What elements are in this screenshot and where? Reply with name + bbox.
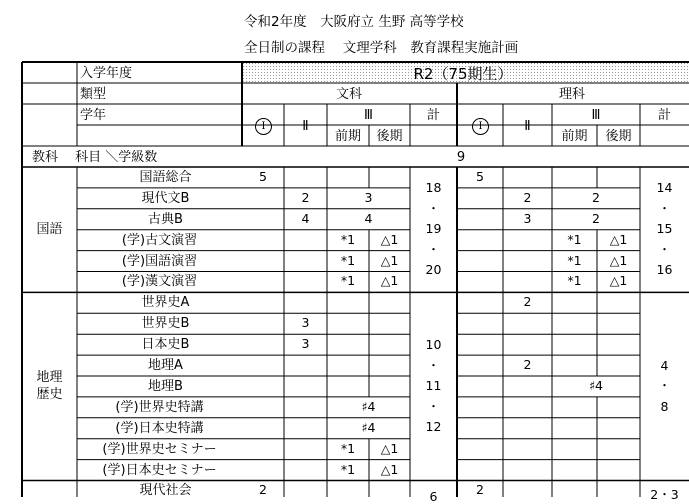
bunka-grade3-value: ♯4 bbox=[361, 419, 376, 435]
track-label: 類型 bbox=[80, 86, 107, 102]
rika-grade3-value: 2 bbox=[592, 210, 600, 226]
grade-label: 学年 bbox=[80, 107, 107, 123]
partial-bunka-total: 6 bbox=[429, 488, 438, 504]
subject-name: 世界史B bbox=[141, 316, 190, 332]
rika-grade2-value: 2 bbox=[523, 357, 532, 373]
chireki-rika-total: 4 ・ 8 bbox=[658, 357, 671, 414]
bunka-grade2-value: 2 bbox=[301, 189, 310, 205]
bunka-grade1-value: 2 bbox=[259, 482, 267, 498]
bunka-grade3-first-value: *1 bbox=[340, 461, 356, 477]
subject-class-header: 教科 科目 ＼学級数 bbox=[32, 149, 158, 165]
subject-name: (学)古文演習 bbox=[121, 232, 198, 248]
chireki-bunka-total: 10 ・ 11 ・ 12 bbox=[425, 337, 442, 435]
total-label: 計 bbox=[426, 107, 441, 123]
kokugo-bunka-total: 18 ・ 19 ・ 20 bbox=[425, 180, 442, 278]
rika-grade2-value: 2 bbox=[523, 189, 532, 205]
group-kokugo: 国語 bbox=[36, 222, 63, 238]
rika-grade3-second-value: △1 bbox=[609, 252, 628, 268]
subject-name: (学)日本史セミナー bbox=[102, 462, 217, 478]
rika-grade3-value: ♯4 bbox=[588, 377, 604, 393]
bunka-grade3-second-value: △1 bbox=[380, 231, 399, 247]
bunka-grade3-second-value: △1 bbox=[380, 440, 399, 456]
subject-name: 国語総合 bbox=[139, 169, 192, 185]
bunka-grade2-value: 4 bbox=[301, 210, 310, 226]
subject-name: 世界史A bbox=[141, 295, 190, 311]
grade-numeral-circled: Ⅰ bbox=[255, 118, 272, 135]
track-rika: 理科 bbox=[558, 86, 586, 102]
bunka-grade3-value: ♯4 bbox=[361, 398, 376, 414]
second-term-label: 後期 bbox=[376, 128, 403, 144]
first-term-label: 前期 bbox=[561, 128, 588, 144]
class-count: 9 bbox=[456, 149, 466, 165]
entry-year-value: R2（75期生） bbox=[413, 64, 513, 83]
bunka-grade3-second-value: △1 bbox=[380, 461, 399, 477]
rika-grade3-first-value: *1 bbox=[567, 252, 582, 268]
group-chireki: 地理 歴史 bbox=[36, 370, 63, 403]
partial-rika-total: 2・3 bbox=[650, 486, 679, 502]
grade-numeral-circled: Ⅰ bbox=[472, 118, 489, 135]
rika-grade3-second-value: △1 bbox=[609, 273, 628, 289]
subject-name: 地理A bbox=[148, 358, 183, 374]
bunka-grade2-value: 3 bbox=[301, 336, 310, 352]
rika-grade3-first-value: *1 bbox=[567, 273, 582, 289]
subject-name: 現代社会 bbox=[139, 483, 192, 499]
rika-grade3-second-value: △1 bbox=[609, 231, 628, 247]
bunka-grade3-first-value: *1 bbox=[340, 231, 356, 247]
rika-grade3-value: 2 bbox=[592, 189, 600, 205]
bunka-grade2-value: 3 bbox=[301, 315, 310, 331]
subject-name: 日本史B bbox=[141, 337, 190, 353]
bunka-grade3-second-value: △1 bbox=[380, 273, 399, 289]
bunka-grade3-second-value: △1 bbox=[380, 252, 399, 268]
rika-grade1-value: 2 bbox=[476, 482, 484, 498]
subject-name: (学)世界史特講 bbox=[115, 399, 204, 415]
bunka-grade1-value: 5 bbox=[259, 168, 267, 184]
bunka-grade3-first-value: *1 bbox=[340, 440, 356, 456]
grade-2-label: Ⅱ bbox=[302, 118, 309, 134]
grade-3-label: Ⅲ bbox=[591, 107, 601, 123]
kokugo-rika-total: 14 ・ 15 ・ 16 bbox=[656, 180, 673, 278]
subject-name: (学)国語演習 bbox=[121, 253, 198, 269]
rika-grade2-value: 3 bbox=[523, 210, 532, 226]
bunka-grade3-first-value: *1 bbox=[340, 273, 356, 289]
rika-grade1-value: 5 bbox=[476, 168, 484, 184]
bunka-grade3-value: 4 bbox=[364, 210, 373, 226]
first-term-label: 前期 bbox=[334, 128, 362, 144]
rika-grade3-first-value: *1 bbox=[567, 231, 582, 247]
entry-year-label: 入学年度 bbox=[80, 65, 133, 81]
subject-name: (学)世界史セミナー bbox=[102, 441, 217, 457]
subject-name: 地理B bbox=[148, 378, 183, 394]
grade-2-label: Ⅱ bbox=[524, 118, 531, 134]
total-label: 計 bbox=[657, 107, 672, 123]
rika-grade2-value: 2 bbox=[523, 294, 532, 310]
grade-3-label: Ⅲ bbox=[364, 107, 373, 123]
subject-name: 現代文B bbox=[141, 190, 190, 206]
subject-name: 古典B bbox=[148, 211, 183, 227]
subject-name: (学)日本史特講 bbox=[115, 420, 204, 436]
second-term-label: 後期 bbox=[605, 128, 632, 144]
track-bunka: 文科 bbox=[335, 86, 363, 102]
bunka-grade3-value: 3 bbox=[364, 189, 373, 205]
subject-name: (学)漢文演習 bbox=[121, 274, 198, 290]
bunka-grade3-first-value: *1 bbox=[340, 252, 356, 268]
